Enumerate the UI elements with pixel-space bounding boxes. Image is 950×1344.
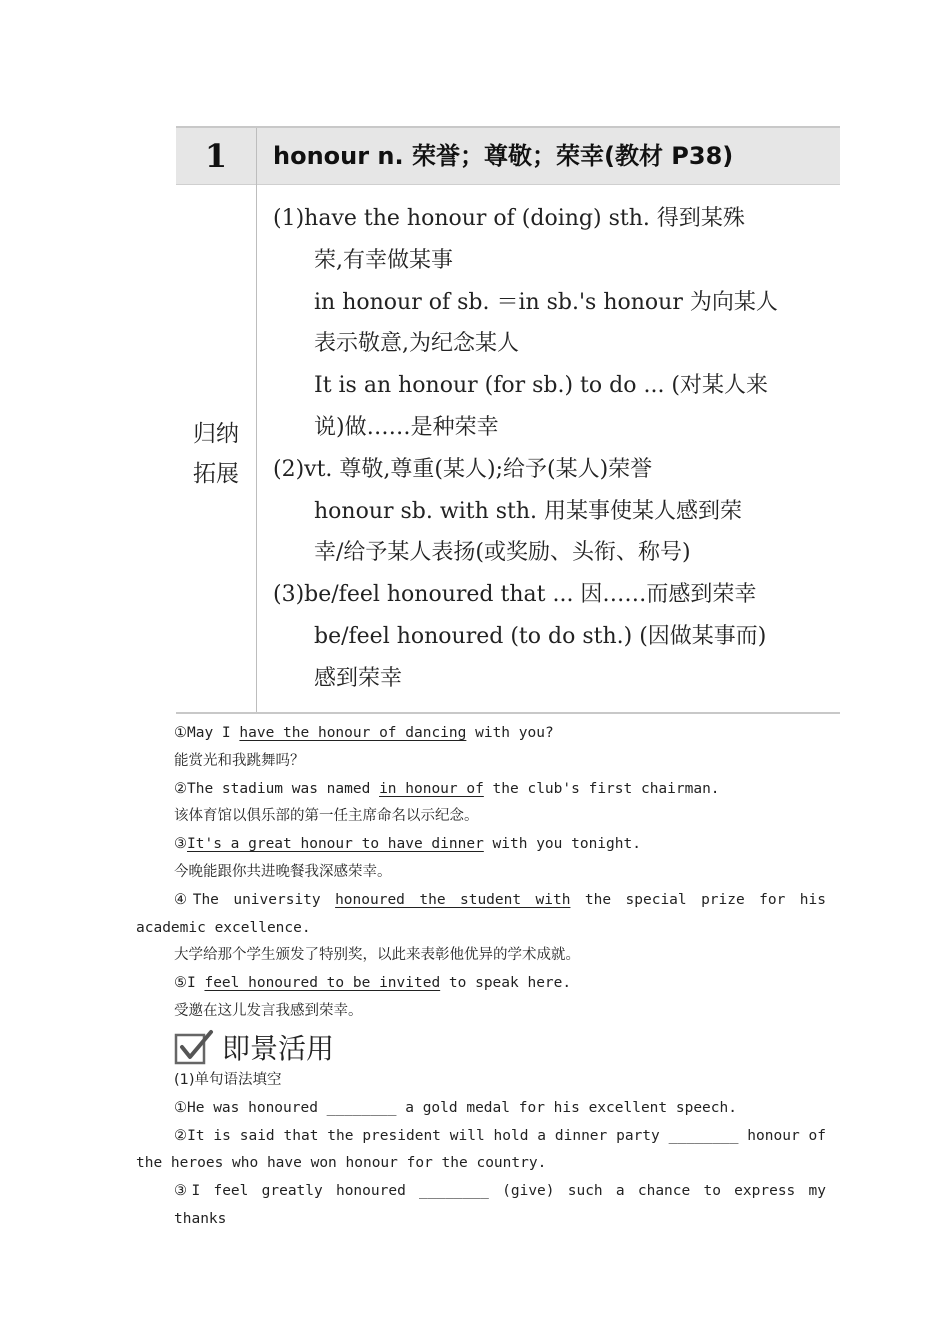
entry-line: 荣,有幸做某事 [314, 247, 453, 273]
example-text: with you? [466, 725, 554, 741]
practice-questions [136, 1067, 826, 1234]
example-2 [136, 776, 826, 804]
entry-number: 1 [204, 137, 228, 175]
example-underlined: It's a great honour to have dinner [187, 836, 484, 853]
example-1-translation: 能赏光和我跳舞吗？ [174, 752, 305, 769]
entry-line: 幸/给予某人表扬(或奖励、头衔、称号) [314, 540, 691, 566]
entry-line: (3)be/feel honoured that ... 因……而感到荣幸 [273, 582, 757, 608]
example-4-continued: academic excellence. [136, 919, 311, 936]
table-header [176, 128, 840, 184]
example-text: ②The stadium was named [174, 780, 380, 797]
example-3-translation: 今晚能跟你共进晚餐我深感荣幸。 [174, 863, 392, 880]
example-text: to speak here. [440, 975, 572, 992]
question-3: ③I feel greatly honoured ________ (give) such a chance to express my thanks [174, 1183, 826, 1227]
example-5-translation: 受邀在这儿发言我感到荣幸。 [174, 1002, 363, 1019]
example-text: ⑤I [174, 975, 205, 992]
practice-subtitle: (1)单句语法填空 [174, 1072, 282, 1088]
header-divider [176, 184, 840, 185]
example-underlined: feel honoured to be invited [204, 975, 441, 992]
example-text: the special prize for his [570, 891, 826, 908]
question-2-continued: the heroes who have won honour for the country. [136, 1155, 547, 1172]
example-text: ④The university [174, 891, 336, 908]
example-underlined: have the honour of dancing [239, 725, 467, 741]
side-label [176, 414, 256, 494]
example-3 [136, 831, 826, 859]
entry-line: (1)have the honour of (doing) sth. 得到某殊 [273, 206, 745, 231]
practice-heading [174, 1028, 334, 1066]
example-4-translation: 大学给那个学生颁发了特别奖，以此来表彰他优异的学术成就。 [174, 947, 580, 964]
question-1: ①He was honoured ________ a gold medal for his excellent speech. [174, 1099, 737, 1116]
entry-line: 表示敬意,为纪念某人 [314, 331, 519, 357]
side-label-line-2: 拓展 [193, 461, 239, 487]
side-label-line-1: 归纳 [193, 421, 239, 447]
example-underlined: honoured the student with [335, 891, 571, 908]
example-underlined: in honour of [379, 780, 484, 797]
example-5 [136, 970, 826, 998]
entry-headword: honour n. 荣誉；尊敬；荣幸(教材 P38) [273, 142, 734, 170]
entry-line: 感到荣幸 [314, 665, 403, 691]
column-divider [256, 128, 257, 712]
entry-line: be/feel honoured (to do sth.) (因做某事而) [314, 623, 767, 649]
entry-body [273, 198, 833, 700]
example-text: ③ [174, 836, 187, 853]
examples [136, 720, 826, 1026]
entry-line: honour sb. with sth. 用某事使某人感到荣 [314, 498, 743, 524]
example-2-translation: 该体育馆以俱乐部的第一任主席命名以示纪念。 [174, 808, 479, 825]
entry-line: (2)vt. 尊敬,尊重(某人);给予(某人)荣誉 [273, 456, 653, 482]
example-4 [136, 887, 826, 915]
example-1 [136, 720, 826, 748]
question-2: ②It is said that the president will hold a dinner party ________ honour of [174, 1127, 826, 1144]
entry-line: It is an honour (for sb.) to do ... (对某人来 [314, 373, 769, 399]
checkbox-icon [174, 1029, 214, 1065]
entry-line: 说)做……是种荣幸 [314, 414, 499, 440]
entry-line: in honour of sb. ＝in sb.'s honour 为向某人 [314, 289, 778, 315]
example-text: the club's first chairman. [483, 780, 720, 797]
example-text: with you tonight. [483, 836, 641, 853]
example-text: ①May I [174, 725, 240, 741]
practice-title: 即景活用 [222, 1032, 335, 1065]
vocabulary-table [176, 126, 840, 714]
